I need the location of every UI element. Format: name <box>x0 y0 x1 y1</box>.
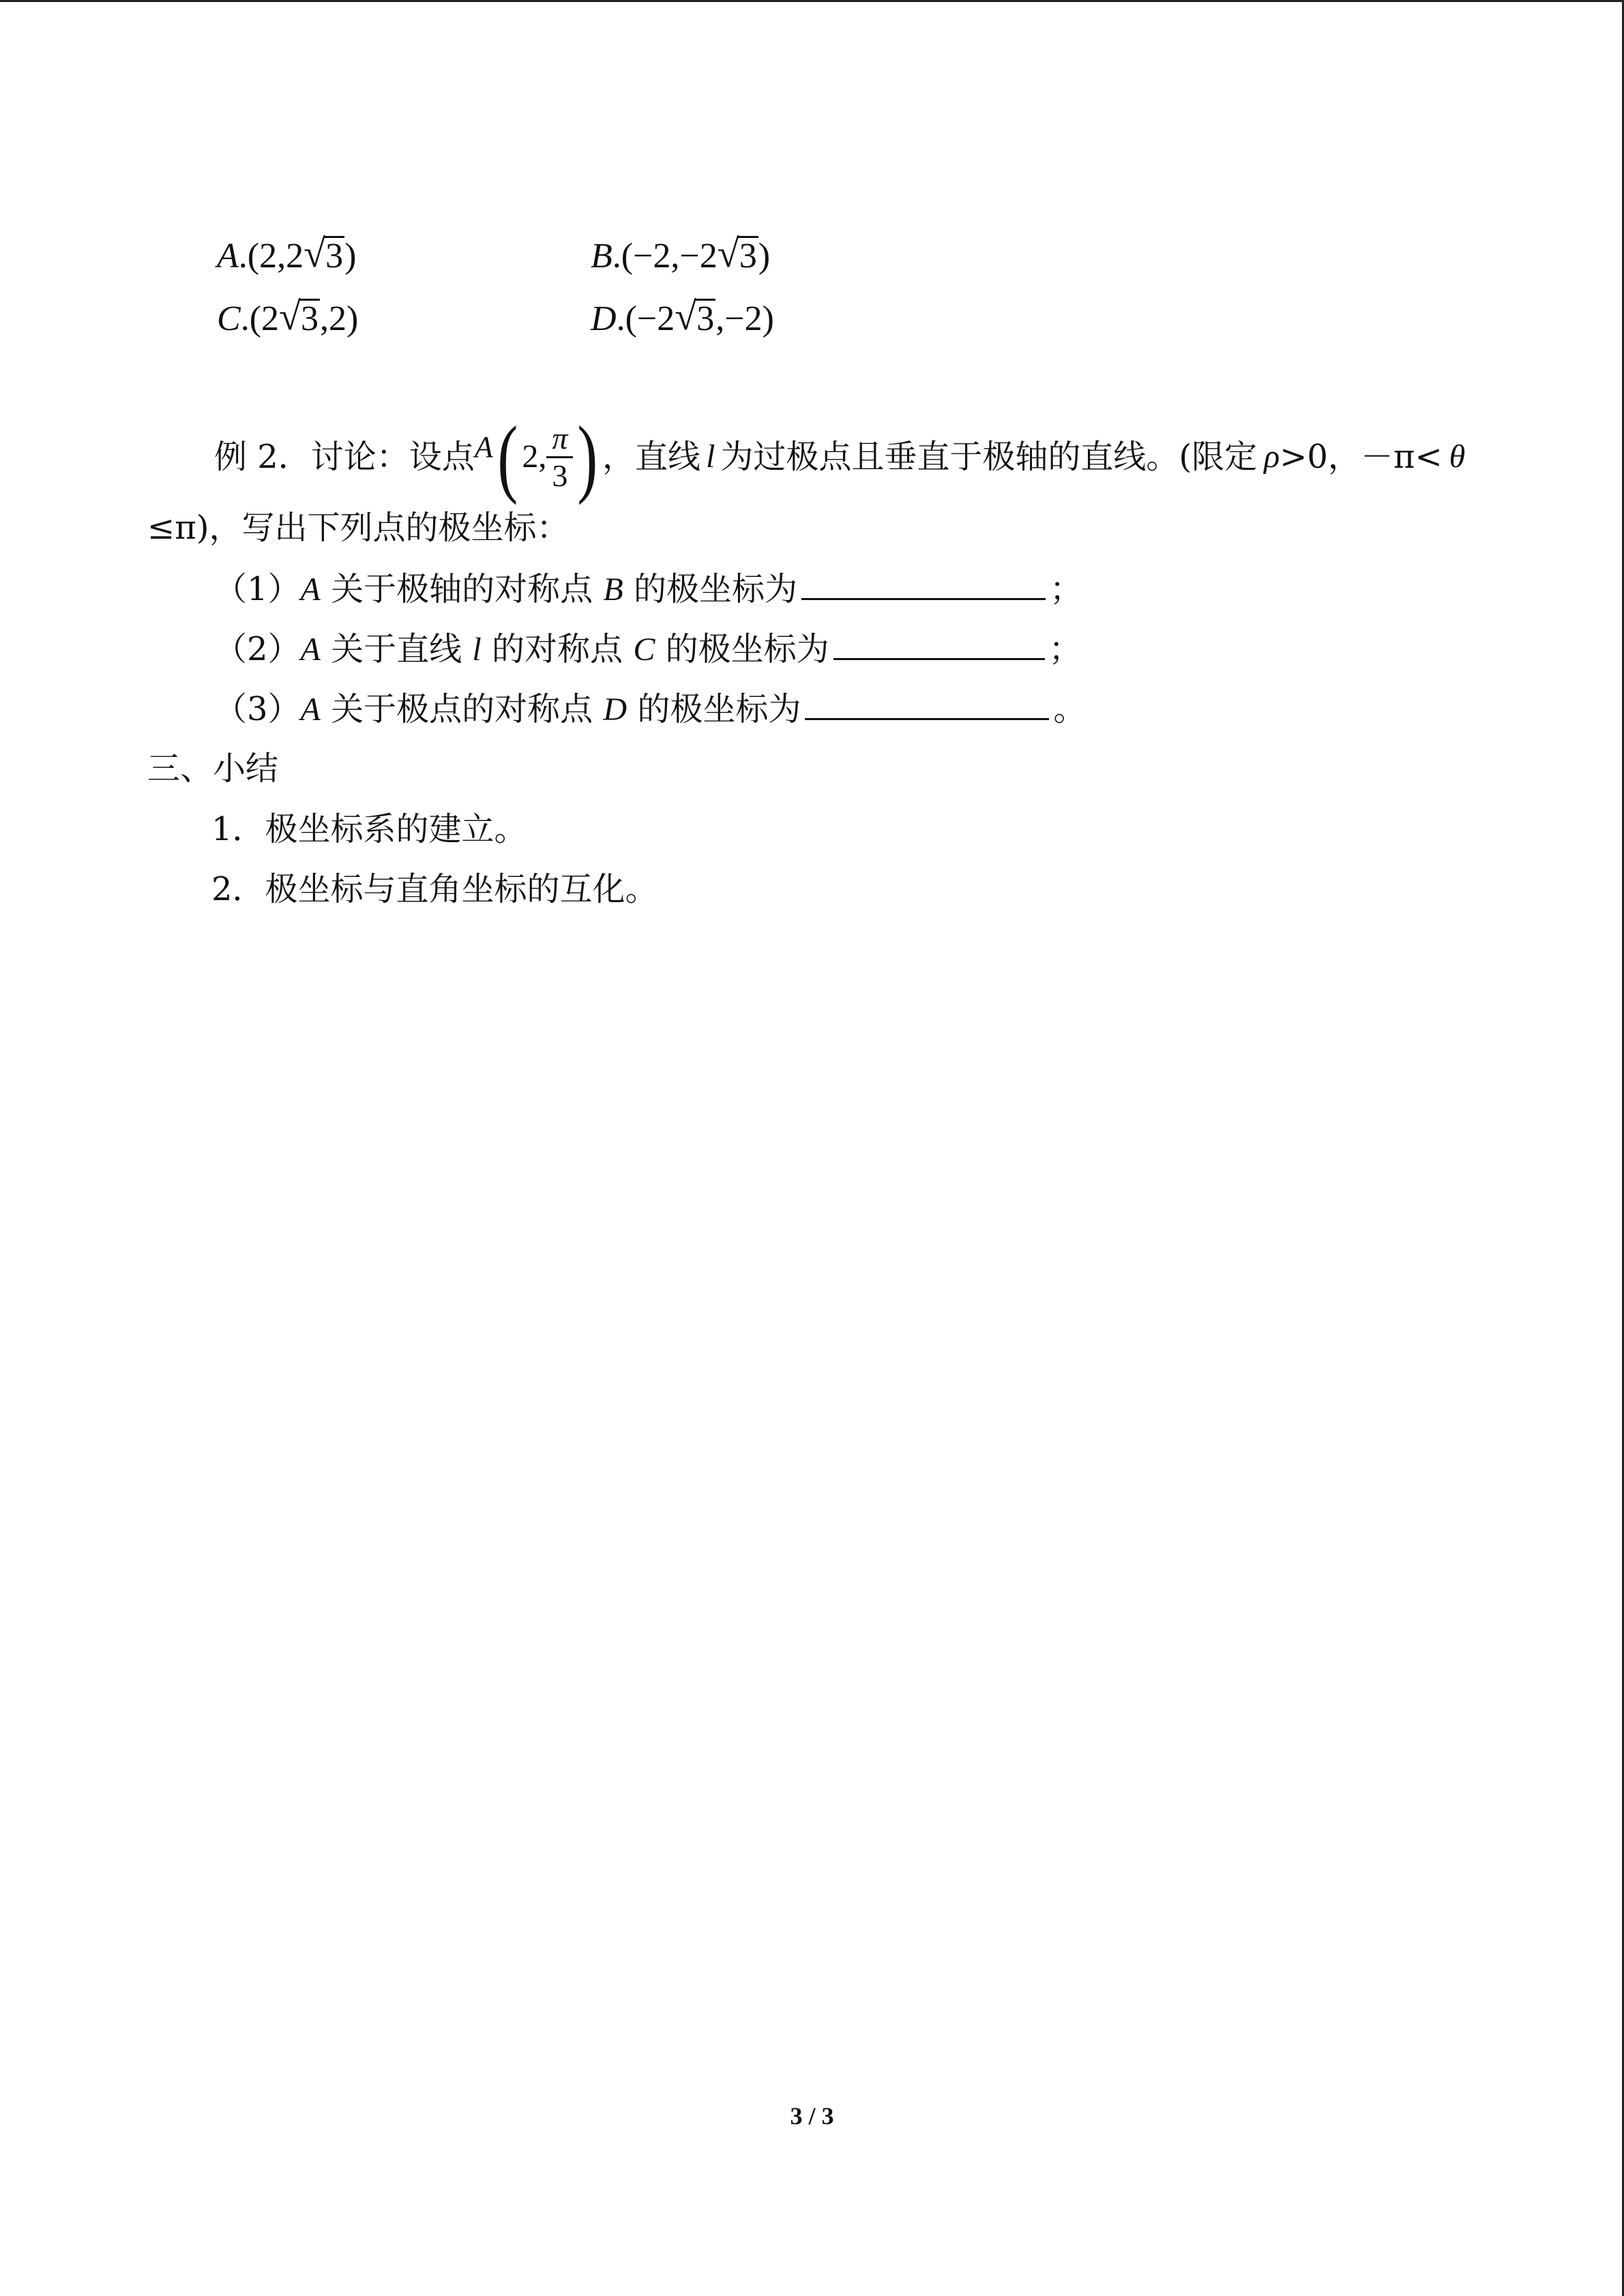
sqrt-symbol: √ 3 <box>279 297 320 341</box>
sqrt-symbol: √ 3 <box>718 235 758 278</box>
subquestion-2: （2）A 关于直线 l 的对称点 C 的极坐标为 ； <box>214 630 1082 668</box>
example2-line1: 例 2．讨论：设点 A ( 2, $\frac{\pi}{3}$ ) ，直线 l 为过极点且垂直于极轴的直线。(限定 ρ >0，－π< θ <box>214 408 1466 505</box>
option-a: A.(2,2√ 3) <box>217 235 356 278</box>
option-d: D.(−2√ 3,−2) <box>591 297 774 341</box>
summary-heading: 三、小结 <box>147 749 279 788</box>
option-c: C.(2√ 3,2) <box>217 297 358 341</box>
summary-item-2: 2．极坐标与直角坐标的互化。 <box>211 870 658 908</box>
sqrt-symbol: √ 3 <box>675 297 715 341</box>
page-number: 3 / 3 <box>790 2102 834 2130</box>
top-border <box>0 0 1624 2</box>
answer-blank-1[interactable] <box>801 571 1046 600</box>
sqrt-symbol: √ 3 <box>304 235 344 278</box>
summary-item-1: 1．极坐标系的建立。 <box>211 810 527 848</box>
option-b: B.(−2,−2√ 3) <box>591 235 770 278</box>
point-a-formula: A ( 2, $\frac{\pi}{3}$ ) <box>474 408 598 505</box>
example2-line2: ≤π)，写出下列点的极坐标： <box>147 509 570 547</box>
answer-blank-2[interactable] <box>833 631 1045 660</box>
subquestion-1: （1）A 关于极轴的对称点 B 的极坐标为 ； <box>214 570 1083 608</box>
subquestion-3: （3）A 关于极点的对称点 D 的极坐标为 。 <box>214 690 1087 728</box>
answer-blank-3[interactable] <box>805 691 1049 720</box>
